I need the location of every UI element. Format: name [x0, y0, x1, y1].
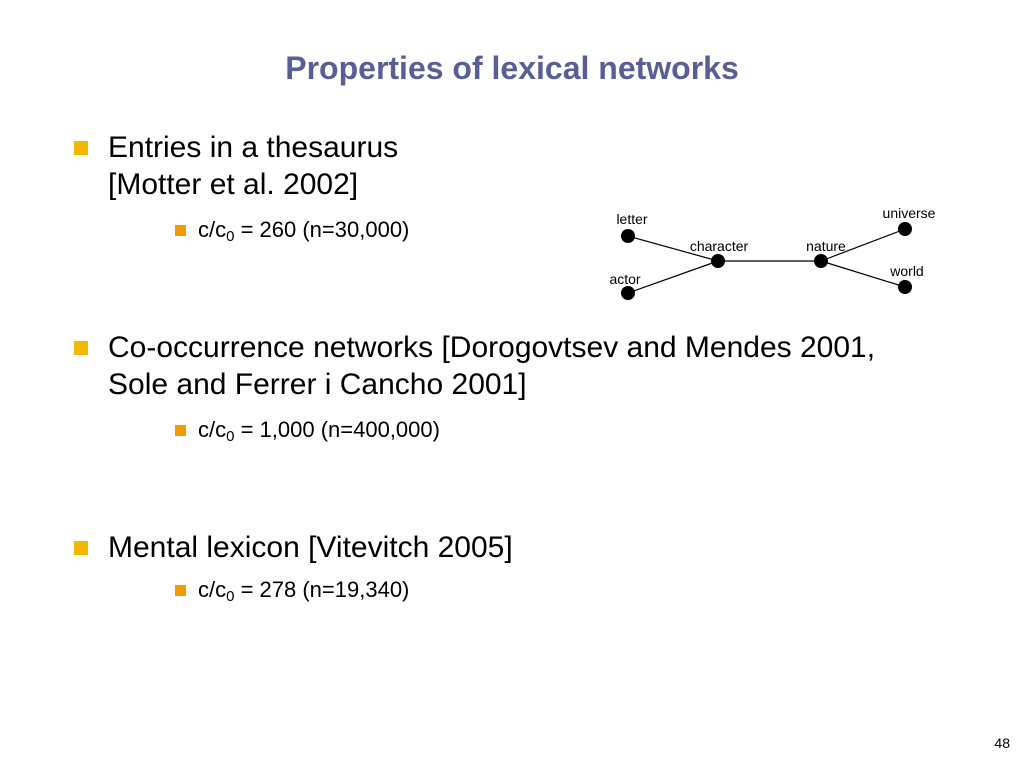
bullet-marker: [74, 541, 88, 555]
sub-bullet-2: [198, 416, 440, 444]
sub-bullet-1-suffix: = 260 (n=30,000): [234, 217, 410, 242]
label-actor: actor: [609, 271, 641, 287]
sub-bullet-marker: [175, 225, 186, 236]
bullet-2-line-2: Sole and Ferrer i Cancho 2001]: [108, 368, 527, 401]
sub-bullet-1-prefix: c/c: [198, 217, 227, 242]
label-letter: letter: [616, 211, 648, 227]
node-character: [711, 254, 725, 268]
node-nature: [814, 254, 828, 268]
lexical-network-diagram: [600, 195, 960, 315]
sub-bullet-1: [198, 216, 409, 244]
sub-bullet-2-suffix: = 1,000 (n=400,000): [234, 417, 440, 442]
label-character: character: [689, 238, 749, 254]
sub-bullet-3-subscript: 0: [226, 588, 235, 605]
node-world: [898, 280, 912, 294]
bullet-1-line-1: Entries in a thesaurus: [108, 131, 399, 164]
node-actor: [621, 286, 635, 300]
sub-bullet-marker: [175, 585, 186, 596]
bullet-1-line-2: [Motter et al. 2002]: [108, 168, 359, 201]
bullet-3-line-1: Mental lexicon [Vitevitch 2005]: [108, 531, 513, 564]
node-letter: [621, 229, 635, 243]
node-universe: [898, 222, 912, 236]
edge-actor-character: [628, 261, 718, 293]
sub-bullet-3-prefix: c/c: [198, 577, 227, 602]
bullet-marker: [74, 141, 88, 155]
sub-bullet-1-subscript: 0: [226, 228, 235, 245]
label-universe: universe: [882, 205, 936, 221]
bullet-marker: [74, 341, 88, 355]
sub-bullet-3: [198, 576, 409, 604]
page-number: 48: [994, 735, 1010, 751]
sub-bullet-marker: [175, 425, 186, 436]
label-world: world: [890, 263, 924, 279]
sub-bullet-2-subscript: 0: [226, 428, 235, 445]
slide-title: Properties of lexical networks: [285, 50, 739, 86]
sub-bullet-2-prefix: c/c: [198, 417, 227, 442]
label-nature: nature: [806, 238, 846, 254]
bullet-2-line-1: Co-occurrence networks [Dorogovtsev and Mendes 2001,: [108, 331, 876, 364]
sub-bullet-3-suffix: = 278 (n=19,340): [234, 577, 410, 602]
